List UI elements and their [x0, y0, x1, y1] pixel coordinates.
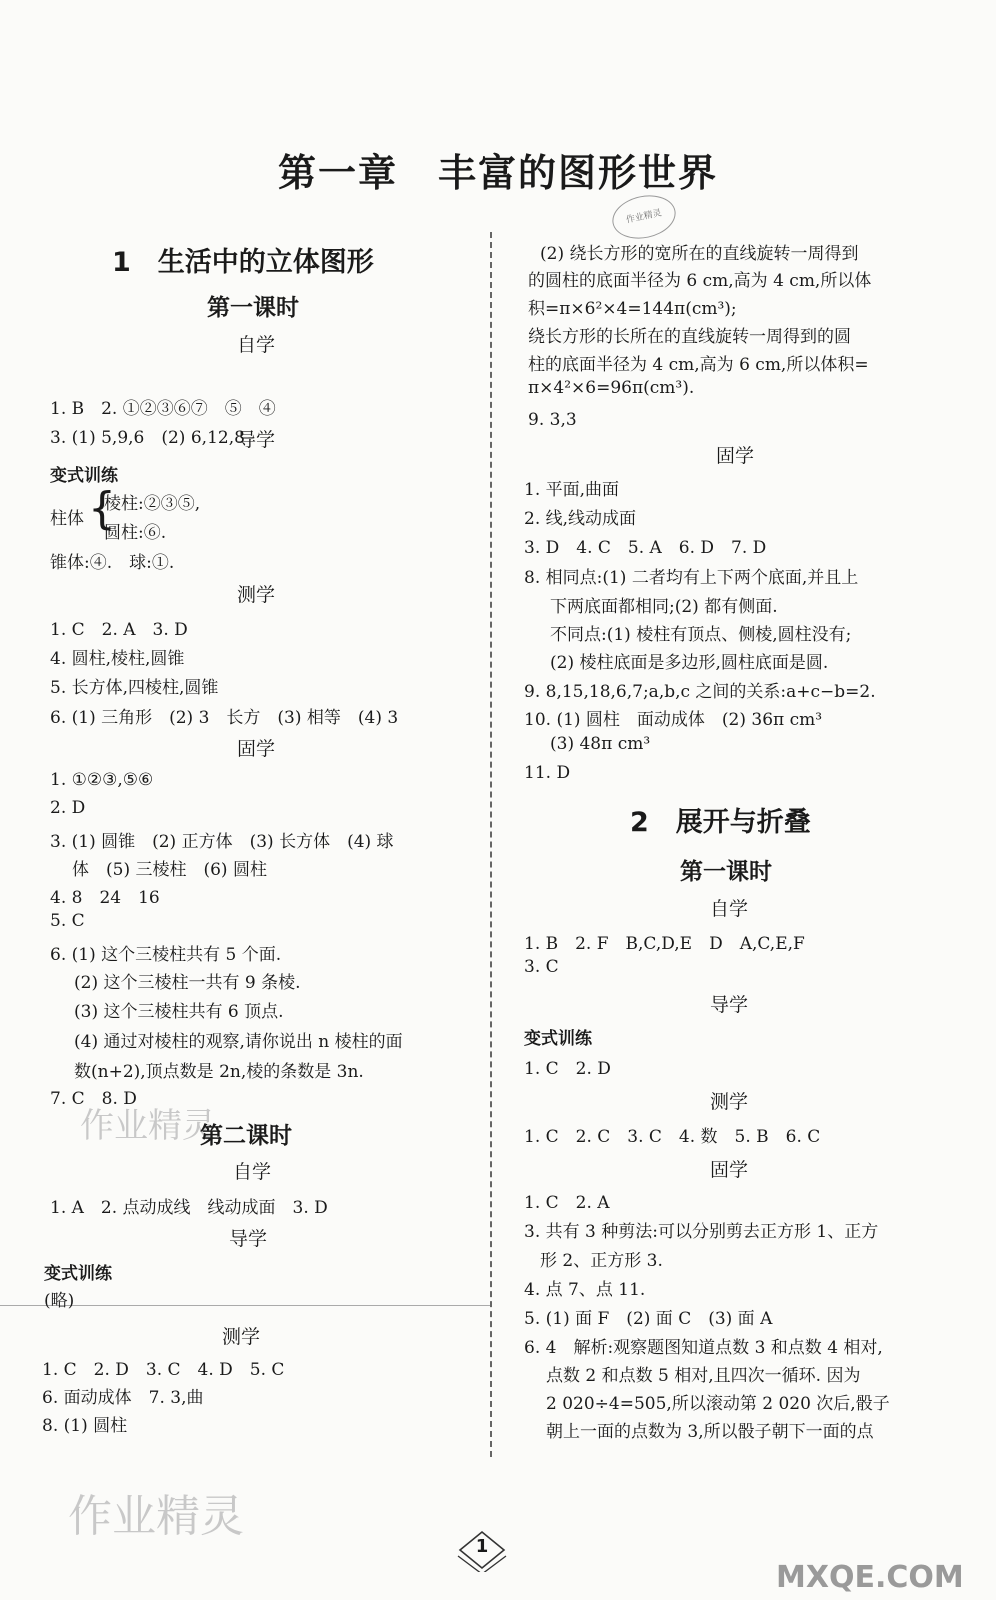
- answer-line: 不同点:(1) 棱柱有顶点、侧棱,圆柱没有;: [550, 625, 852, 645]
- answer-line: (2) 棱柱底面是多边形,圆柱底面是圆.: [550, 653, 829, 673]
- answer-line: 9. 3,3: [528, 410, 577, 430]
- answer-line: 体 (5) 三棱柱 (6) 圆柱: [72, 860, 267, 880]
- zixue-heading: 自学: [233, 1161, 272, 1183]
- column-divider: [490, 232, 492, 1457]
- answer-line: 1. C 2. D: [524, 1059, 611, 1079]
- lesson-2-title: 第二课时: [200, 1123, 292, 1149]
- guxue-heading: 固学: [237, 738, 276, 760]
- cexue-heading: 测学: [222, 1326, 261, 1348]
- bianshi-label: 变式训练: [44, 1264, 112, 1284]
- answer-line: 2. D: [50, 798, 86, 818]
- watermark-mid: 作业精灵: [80, 1106, 216, 1146]
- answer-line: (略): [44, 1291, 75, 1311]
- answer-line: (2) 这个三棱柱一共有 9 条棱.: [74, 973, 301, 993]
- answer-line: 10. (1) 圆柱 面动成体 (2) 36π cm³: [524, 710, 823, 730]
- bianshi-label: 变式训练: [50, 466, 118, 486]
- watermark-right: MXQE.COM: [776, 1560, 964, 1595]
- answer-line: 1. C 2. A 3. D: [50, 620, 188, 640]
- stamp-mark: 作业精灵: [608, 190, 679, 244]
- guxue-heading: 固学: [716, 445, 755, 467]
- answer-line: 8. 相同点:(1) 二者均有上下两个底面,并且上: [524, 568, 859, 588]
- lesson-1-title: 第一课时: [207, 295, 299, 321]
- section-1-title: 1 生活中的立体图形: [112, 247, 374, 278]
- answer-line: 6. 4 解析:观察题图知道点数 3 和点数 4 相对,: [524, 1338, 883, 1358]
- answer-line: 5. 长方体,四棱柱,圆锥: [50, 678, 219, 698]
- answer-line: 4. 圆柱,棱柱,圆锥: [50, 649, 185, 669]
- answer-line: 锥体:④. 球:①.: [50, 553, 175, 573]
- answer-line: 1. A 2. 点动成线 线动成面 3. D: [50, 1198, 328, 1218]
- answer-line: 8. (1) 圆柱: [42, 1416, 128, 1436]
- answer-line: 1. C 2. C 3. C 4. 数 5. B 6. C: [524, 1127, 821, 1147]
- zixue-heading: 自学: [237, 334, 276, 356]
- answer-line: 3. 共有 3 种剪法:可以分别剪去正方形 1、正方: [524, 1222, 879, 1242]
- answer-line: 柱的底面半径为 4 cm,高为 6 cm,所以体积=: [528, 355, 869, 375]
- section-2-title: 2 展开与折叠: [630, 807, 811, 838]
- answer-line: (4) 通过对棱柱的观察,请你说出 n 棱柱的面: [74, 1032, 403, 1052]
- answer-line: 圆柱:⑥.: [104, 523, 167, 543]
- cexue-heading: 测学: [237, 584, 276, 606]
- answer-line: 1. C 2. D 3. C 4. D 5. C: [42, 1360, 285, 1380]
- answer-line: 形 2、正方形 3.: [540, 1251, 663, 1271]
- answer-line: 棱柱:②③⑤,: [104, 494, 201, 514]
- answer-line: 绕长方形的长所在的直线旋转一周得到的圆: [528, 327, 851, 347]
- brace-symbol: {: [88, 483, 116, 534]
- answer-line: 3. C: [524, 957, 559, 977]
- page-number-badge: [452, 1530, 512, 1572]
- answer-line: 7. C 8. D: [50, 1089, 137, 1109]
- answer-line: 9. 8,15,18,6,7;a,b,c 之间的关系:a+c−b=2.: [524, 682, 876, 702]
- bianshi-label: 变式训练: [524, 1029, 592, 1049]
- daoxue-heading: 导学: [229, 1228, 268, 1250]
- answer-line: 5. C: [50, 911, 85, 931]
- answer-line: π×4²×6=96π(cm³).: [528, 378, 695, 398]
- zixue-heading: 自学: [710, 898, 749, 920]
- answer-line: 点数 2 和点数 5 相对,且四次一循环. 因为: [546, 1366, 861, 1386]
- page-number: 1: [475, 1536, 489, 1557]
- daoxue-heading: 导学: [237, 429, 276, 451]
- answer-line: 的圆柱的底面半径为 6 cm,高为 4 cm,所以体: [528, 271, 872, 291]
- answer-line: (3) 这个三棱柱共有 6 顶点.: [74, 1002, 284, 1022]
- answer-line: 6. (1) 三角形 (2) 3 长方 (3) 相等 (4) 3: [50, 708, 399, 728]
- answer-line: 1. B 2. F B,C,D,E D A,C,E,F: [524, 934, 805, 954]
- cexue-heading: 测学: [710, 1091, 749, 1113]
- answer-line: 3. (1) 5,9,6 (2) 6,12,8: [50, 428, 245, 448]
- answer-line: 数(n+2),顶点数是 2n,棱的条数是 3n.: [74, 1062, 364, 1082]
- answer-line: 下两底面都相同;(2) 都有侧面.: [550, 597, 778, 617]
- answer-line: 1. ①②③,⑤⑥: [50, 770, 154, 790]
- answer-line: 3. (1) 圆锥 (2) 正方体 (3) 长方体 (4) 球: [50, 832, 394, 852]
- answer-line: 2 020÷4=505,所以滚动第 2 020 次后,骰子: [546, 1394, 890, 1414]
- answer-line: 积=π×6²×4=144π(cm³);: [528, 299, 737, 319]
- answer-line: 1. B 2. ①②③⑥⑦ ⑤ ④: [50, 399, 276, 419]
- answer-line: 6. 面动成体 7. 3,曲: [42, 1388, 204, 1408]
- answer-line: 11. D: [524, 763, 571, 783]
- answer-line: (3) 48π cm³: [550, 734, 651, 754]
- lesson-1-title: 第一课时: [680, 859, 772, 885]
- answer-line: 1. C 2. A: [524, 1193, 610, 1213]
- answer-line: 6. (1) 这个三棱柱共有 5 个面.: [50, 945, 282, 965]
- answer-line: 朝上一面的点数为 3,所以骰子朝下一面的点: [546, 1422, 874, 1442]
- answer-line: 2. 线,线动成面: [524, 509, 637, 529]
- daoxue-heading: 导学: [710, 994, 749, 1016]
- answer-line: 1. 平面,曲面: [524, 480, 620, 500]
- watermark-left: 作业精灵: [68, 1491, 244, 1542]
- zhuti-label: 柱体: [50, 509, 84, 529]
- answer-line: 4. 8 24 16: [50, 888, 160, 908]
- answer-line: 4. 点 7、点 11.: [524, 1280, 646, 1300]
- answer-line: 3. D 4. C 5. A 6. D 7. D: [524, 538, 767, 558]
- chapter-title: 第一章 丰富的图形世界: [277, 151, 718, 195]
- answer-line: (2) 绕长方形的宽所在的直线旋转一周得到: [540, 244, 859, 264]
- answer-line: 5. (1) 面 F (2) 面 C (3) 面 A: [524, 1309, 773, 1329]
- guxue-heading: 固学: [710, 1159, 749, 1181]
